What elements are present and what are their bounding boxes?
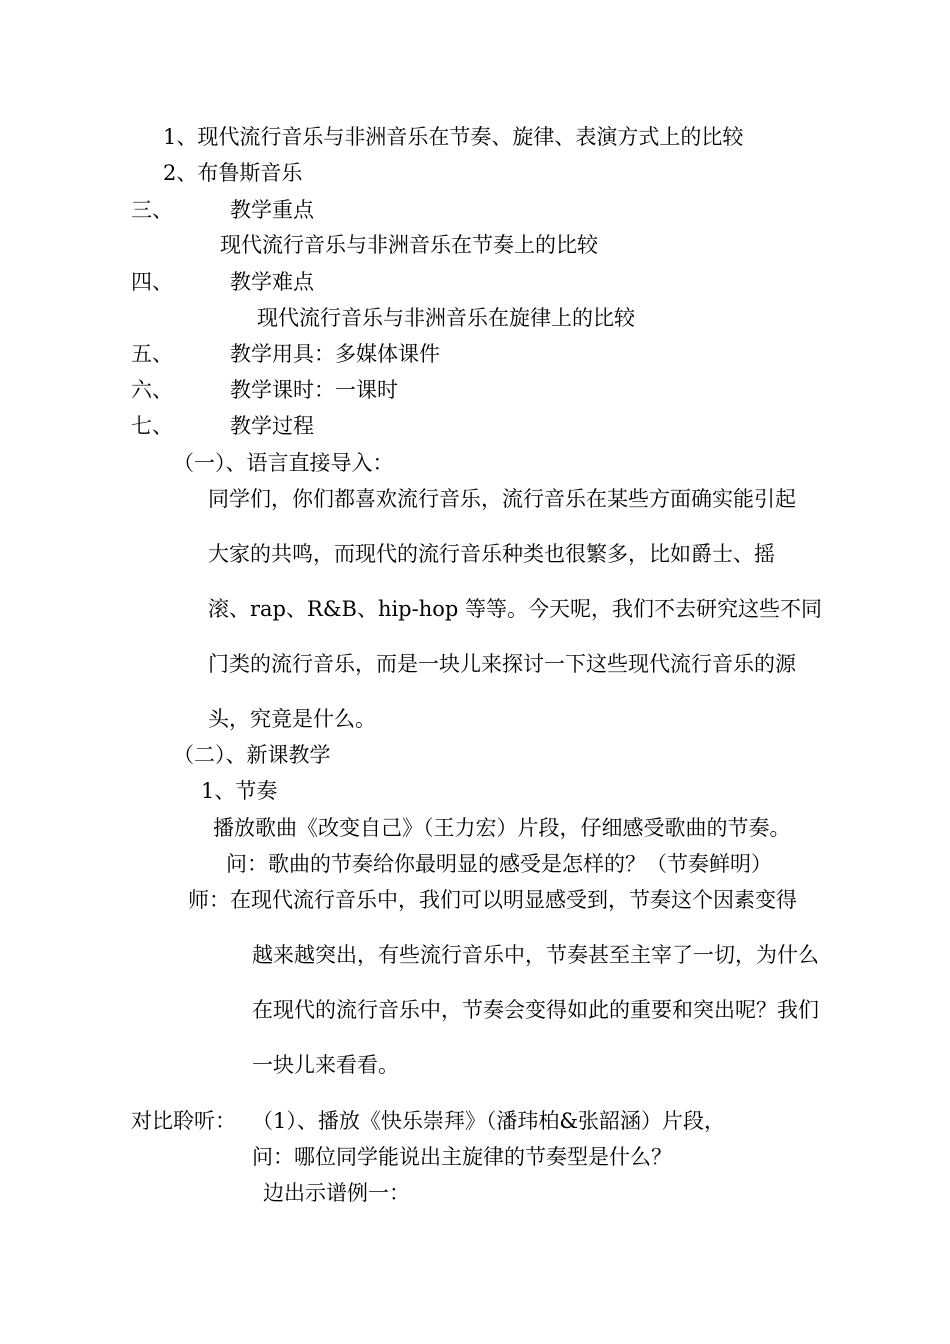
section-5-title: 教学用具：多媒体课件: [230, 342, 440, 366]
rhythm-heading: 1、节奏: [201, 779, 278, 803]
intro-paragraph-line: 大家的共鸣，而现代的流行音乐种类也很繁多，比如爵士、摇: [208, 542, 775, 566]
section-4-heading: [131, 268, 173, 296]
section-7-heading: [131, 412, 173, 440]
intro-paragraph-line: 头，究竟是什么。: [208, 707, 376, 731]
section-4-title: 教学难点: [230, 270, 314, 294]
intro-paragraph-line: 同学们，你们都喜欢流行音乐，流行音乐在某些方面确实能引起: [208, 487, 796, 511]
section-number: 五、: [131, 342, 173, 366]
section-7-title: 教学过程: [230, 414, 314, 438]
play-song-line: 播放歌曲《改变自己》（王力宏）片段，仔细感受歌曲的节奏。: [213, 816, 791, 840]
section-3-title: 教学重点: [230, 198, 314, 222]
compare-item-1: （1）、播放《快乐崇拜》（潘玮柏&张韶涵）片段，: [252, 1109, 726, 1133]
subsection-2-heading: （二）、新课教学: [173, 743, 331, 767]
section-3-body: 现代流行音乐与非洲音乐在节奏上的比较: [220, 233, 598, 257]
teacher-paragraph-line: 在现代的流行音乐中，节奏会变得如此的重要和突出呢？我们: [252, 998, 819, 1022]
subsection-1-heading: （一）、语言直接导入：: [173, 451, 394, 475]
section-number: 七、: [131, 414, 173, 438]
question-2-line: 问：哪位同学能说出主旋律的节奏型是什么？: [252, 1145, 672, 1169]
section-6-heading: [131, 376, 173, 404]
show-score-line: 边出示谱例一：: [263, 1181, 410, 1205]
section-3-heading: [131, 196, 173, 224]
compare-label: 对比聆听：: [131, 1109, 236, 1133]
question-1-line: 问：歌曲的节奏给你最明显的感受是怎样的？（节奏鲜明）: [226, 852, 772, 876]
outline-item-2: 2、布鲁斯音乐: [163, 161, 303, 185]
section-number: 三、: [131, 198, 173, 222]
section-5-heading: [131, 340, 173, 368]
teacher-paragraph-line: 一块儿来看看。: [252, 1053, 399, 1077]
section-number: 六、: [131, 378, 173, 402]
intro-paragraph-line: 滚、rap、R&B、hip-hop 等等。今天呢，我们不去研究这些不同: [208, 597, 823, 621]
section-number: 四、: [131, 270, 173, 294]
section-6-title: 教学课时：一课时: [230, 378, 398, 402]
section-4-body: 现代流行音乐与非洲音乐在旋律上的比较: [257, 306, 635, 330]
outline-item-1: 1、现代流行音乐与非洲音乐在节奏、旋律、表演方式上的比较: [163, 125, 744, 149]
intro-paragraph-line: 门类的流行音乐，而是一块儿来探讨一下这些现代流行音乐的源: [208, 652, 796, 676]
teacher-paragraph-line: 越来越突出，有些流行音乐中，节奏甚至主宰了一切，为什么: [252, 943, 819, 967]
teacher-paragraph-line: 师：在现代流行音乐中，我们可以明显感受到，节奏这个因素变得: [188, 888, 797, 912]
